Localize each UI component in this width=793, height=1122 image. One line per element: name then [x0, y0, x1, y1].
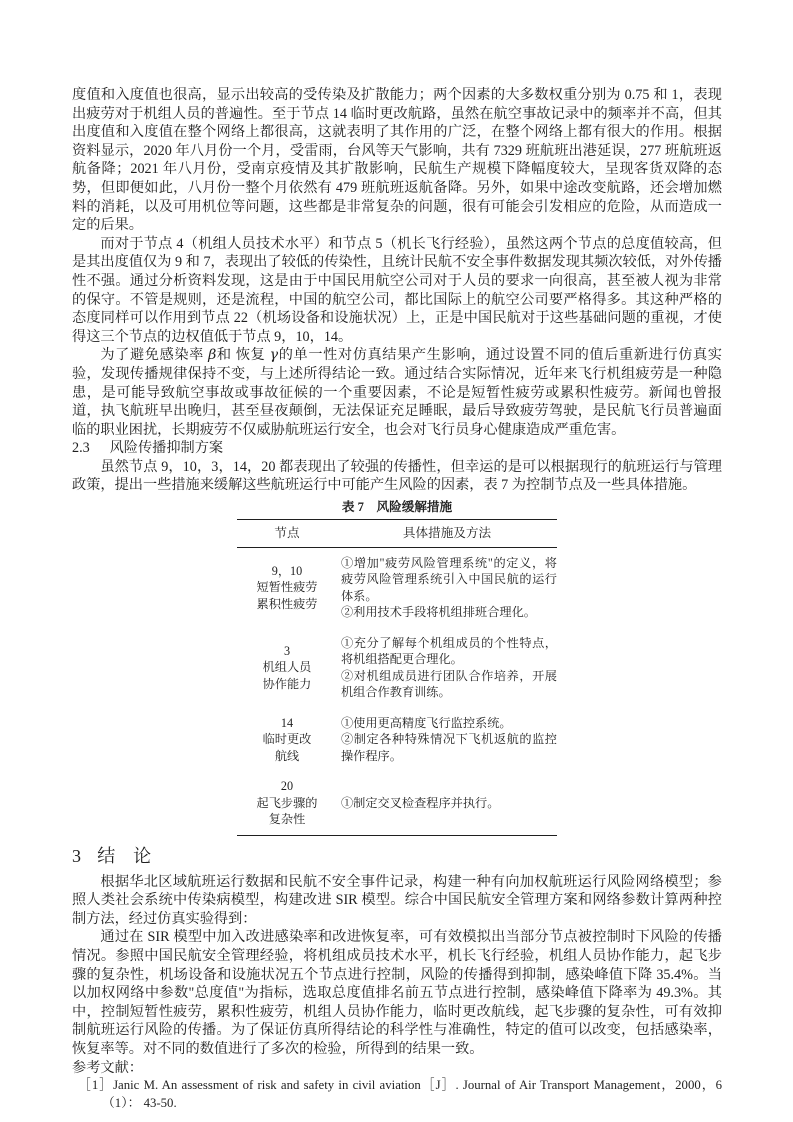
page-content: [72, 86, 722, 1112]
paragraph-beta-gamma: [72, 346, 722, 439]
section-2-3-number: 2.3: [72, 440, 90, 457]
measures-cell-crew-cooperation: [337, 628, 557, 708]
column-header-node: 节点: [237, 520, 337, 548]
node-line: 9，10: [271, 563, 303, 578]
table-row: [237, 628, 557, 708]
node-line: 航线: [274, 748, 300, 763]
node-line: 短暂性疲劳: [256, 580, 318, 595]
paragraph-node4-node5: 而对于节点 4（机组人员技术水平）和节点 5（机长飞行经验），虽然这两个节点的总度值较高，但是其出度值仅为 9 和 7，表现出了较低的传染性，且统计民航不安全事件数据发现其频次较低，对外传播性不强。通过分析资料发现，这是由于中国民用航空公司对于人员的要求一向很高，甚至被人视为非常的保守。不管是规则，还是流程，中国的航空公司，都比国际上的航空公司要严格得多。其这种严格的态度同样可以作用到节点 22（机场设备和设施状况）上，正是中国民航对于这些基础问题的重视，才使得这三个节点的边权值低于节点 9，10，14。: [72, 235, 722, 345]
measure-item: ①充分了解每个机组成员的个性特点，将机组搭配更合理化。: [341, 635, 557, 667]
references-label: 参考文献：: [72, 1059, 143, 1076]
measures-cell-fatigue: [337, 547, 557, 628]
measure-item: ①增加"疲劳风险管理系统"的定义，将疲劳风险管理系统引入中国民航的运行体系。: [341, 555, 557, 603]
column-header-measures: 具体措施及方法: [337, 520, 557, 548]
node-cell-crew-cooperation: [237, 628, 337, 708]
reference-item-1: ［1］Janic M. An assessment of risk and safety in civil aviation［J］. Journal of Air Transport Management，2000，6（1）： 43-50.: [78, 1078, 722, 1110]
measure-item: ①使用更高精度飞行监控系统。: [341, 715, 512, 730]
measure-item: ①制定交叉检查程序并执行。: [341, 795, 500, 810]
table-7-caption-number: 表 7: [341, 500, 364, 515]
node-line: 复杂性: [268, 812, 306, 827]
section-3-heading: [72, 844, 722, 868]
node-line: 20: [280, 779, 294, 794]
table-row: [237, 771, 557, 835]
paragraph-text-segment: 和 恢复: [216, 347, 270, 364]
measures-cell-route-change: [337, 708, 557, 772]
beta-symbol: β: [208, 347, 217, 364]
risk-mitigation-table: [237, 519, 557, 836]
node-line: 机组人员: [262, 660, 312, 675]
section-2-3-heading: [72, 439, 722, 458]
paragraph-text-segment: 为了避免感染率: [100, 347, 209, 364]
node-line: 3: [283, 643, 291, 658]
table-7-block: [237, 499, 557, 836]
paragraph-text-segment: 的单一性对仿真结果产生影响，通过设置不同的值后重新进行仿真实验，发现传播规律保持不变，与上述所得结论一致。通过结合实际情况，近年来飞行机组疲劳是一种隐患，是可能导致航空事故或事故征候的一个重要因素，不论是短暂性疲劳或累积性疲劳。新闻也曾报道，执飞航班早出晚归，甚至昼夜颠倒，无法保证充足睡眠，最后导致疲劳驾驶，是民航飞行员普遍面临的职业困扰，长期疲劳不仅威胁航班运行安全，也会对飞行员身心健康造成严重危害。: [72, 347, 722, 438]
section-2-3-title: 风险传播抑制方案: [109, 440, 224, 457]
node-line: 协作能力: [262, 676, 312, 691]
node-line: 临时更改: [262, 732, 312, 747]
table-7-caption-title: 风险缓解措施: [376, 500, 453, 515]
measure-item: ②利用技术手段将机组排班合理化。: [341, 605, 536, 620]
table-row: [237, 547, 557, 628]
table-header-row: [237, 520, 557, 548]
measure-item: ②制定各种特殊情况下飞机返航的监控操作程序。: [341, 732, 557, 763]
node-cell-fatigue: [237, 547, 337, 628]
node-cell-route-change: [237, 708, 337, 772]
node-line: 起飞步骤的: [256, 795, 318, 810]
paragraph-degree-values: 度值和入度值也很高，显示出较高的受传染及扩散能力；两个因素的大多数权重分别为 0.75 和 1，表现出疲劳对于机组人员的普遍性。至于节点 14 临时更改航路，虽然在航空事故记录中的频率并不高，但其出度值和入度值在整个网络上都很高，这就表明了其作用的广泛，在整个网络上都有很大的作用。根据资料显示，2020 年八月份一个月，受雷雨，台风等天气影响，共有 7329 班航班出港延误，277 班航班返航备降；2021 年八月份，受南京疫情及其扩散影响，民航生产规模下降幅度较大，呈现客货双降的态势，但即便如此，八月份一整个月依然有 479 班航班返航备降。另外，如果中途改变航路，还会增加燃料的消耗，以及可用机位等问题，这些都是非常复杂的问题，很有可能会引发相应的危险，从而造成一定的后果。: [72, 87, 722, 234]
paragraph-conclusion-2: 通过在 SIR 模型中加入改进感染率和改进恢复率，可有效模拟出当部分节点被控制时下风险的传播情况。参照中国民航安全管理经验，将机组成员技术水平，机长飞行经验，机组人员协作能力，起飞步骤的复杂性，机场设备和设施状况五个节点进行控制，风险的传播得到抑制，感染峰值下降 35.4%。当以加权网络中参数"总度值"为指标，选取总度值排名前五节点进行控制，感染峰值下降率为 49.3%。其中，控制短暂性疲劳，累积性疲劳，机组人员协作能力，临时更改航线，起飞步骤的复杂性，可有效抑制航班运行风险的传播。为了保证仿真所得结论的科学性与准确性，特定的值可以改变，包括感染率，恢复率等。对不同的数值进行了多次的检验，所得到的结果一致。: [72, 929, 722, 1057]
table-row: [237, 708, 557, 772]
node-cell-takeoff-complexity: [237, 771, 337, 835]
table-7-caption: [237, 499, 557, 516]
section-3-title: 结 论: [97, 845, 152, 866]
gamma-symbol: γ: [269, 347, 279, 364]
node-line: 累积性疲劳: [256, 596, 318, 611]
section-3-number: 3: [72, 845, 81, 866]
measures-cell-takeoff-complexity: [337, 771, 557, 835]
paragraph-mitigation-intro: 虽然节点 9，10，3，14，20 都表现出了较强的传播性，但幸运的是可以根据现行的航班运行与管理政策，提出一些措施来缓解这些航班运行中可能产生风险的因素，表 7 为控制节点及一些具体措施。: [72, 458, 722, 494]
node-line: 14: [280, 715, 294, 730]
measure-item: ②对机组成员进行团队合作培养，开展机组合作教育训练。: [341, 668, 557, 700]
paragraph-conclusion-1: 根据华北区域航班运行数据和民航不安全事件记录，构建一种有向加权航班运行风险网络模型；参照人类社会系统中传染病模型，构建改进 SIR 模型。综合中国民航安全管理方案和网络参数计算两种控制方法，经过仿真实验得到：: [72, 873, 722, 927]
